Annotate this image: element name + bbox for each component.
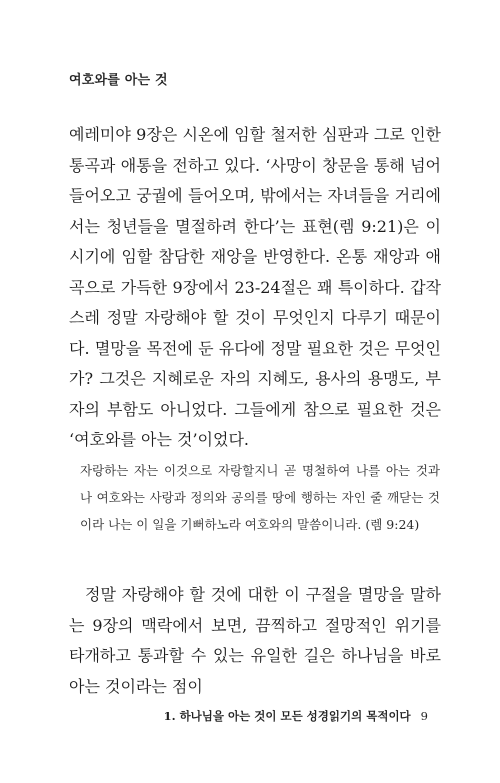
body-paragraph-2: 정말 자랑해야 할 것에 대한 이 구절을 멸망을 말하는 9장의 맥락에서 보면, 끔찍하고 절망적인 위기를 타개하고 통과할 수 있는 유일한 길은 하나님을 바로 아는 것이라는 점이 [69,585,441,696]
section-title: 여호와를 아는 것 [69,73,168,88]
page-number: 9 [420,709,428,723]
chapter-title: 1. 하나님을 아는 것이 모든 성경읽기의 목적이다 [163,709,411,723]
scripture-quote: 자랑하는 자는 이것으로 자랑할지니 곧 명철하여 나를 아는 것과 나 여호와는 사랑과 정의와 공의를 땅에 행하는 자인 줄 깨닫는 것이라 나는 이 일을 기뻐하노라 여호와의 말씀이니라. (렘 9:24) [80,463,440,532]
body-paragraph-1: 예레미야 9장은 시온에 임할 철저한 심판과 그로 인한 통곡과 애통을 전하고 있다. ‘사망이 창문을 통해 넘어 들어오고 궁궐에 들어오며, 밖에서는 자녀들을 거리에서는 청년들을 멸절하려 한다’는 표현(렘 9:21)은 이 시기에 임할 참담한 재앙을 반영한다. 온통 재앙과 애곡으로 가득한 9장에서 23-24절은 꽤 특이하다. 갑작스레 정말 자랑해야 할 것이 무엇인지 다루기 때문이다. 멸망을 목전에 둔 유다에 정말 필요한 것은 무엇인가? 그것은 지혜로운 자의 지혜도, 용사의 용맹도, 부자의 부함도 아니었다. 그들에게 참으로 필요한 것은 ‘여호와를 아는 것’이었다. [69,125,441,449]
running-footer [164,708,428,724]
